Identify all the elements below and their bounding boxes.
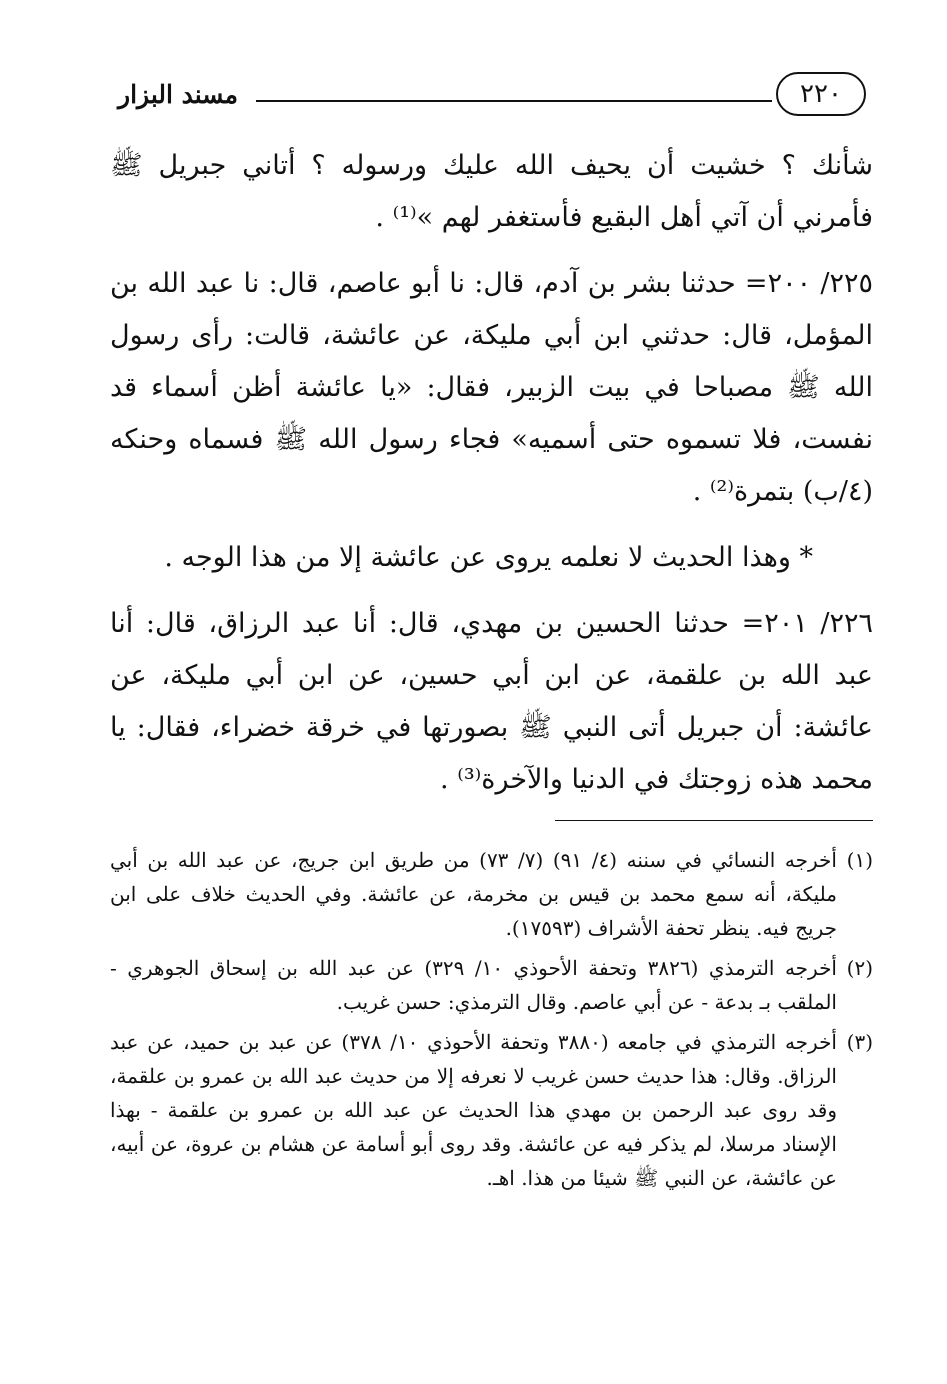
footnote-text: أخرجه الترمذي (٣٨٢٦ وتحفة الأحوذي ١٠/ ٣٢٩) عن عبد الله بن إسحاق الجوهري - الملقب بـ بدعة - عن أبي عاصم. وقال الترمذي: حسن غريب.: [110, 956, 837, 1014]
main-text: [110, 140, 873, 806]
hadith-226: ٢٢٦/ ٢٠١= حدثنا الحسين بن مهدي، قال: أنا عبد الرزاق، قال: أنا عبد الله بن علقمة، عن ابن أبي حسين، عن ابن أبي مليكة، عن عائشة: أن جبريل أتى النبي ﷺ بصورتها في خرقة خضراء، فقال: يا محمد هذه زوجتك في الدنيا والآخرة⁽³⁾ .: [110, 608, 873, 795]
page-number-badge: ٢٢٠: [776, 72, 866, 116]
footnote-number: (٢): [846, 956, 873, 980]
book-title: مسند البزار: [118, 80, 238, 109]
footnote-text: أخرجه الترمذي في جامعه (٣٨٨٠ وتحفة الأحوذي ١٠/ ٣٧٨) عن عبد بن حميد، عن عبد الرزاق. وقال: هذا حديث حسن غريب لا نعرفه إلا من حديث عبد الله بن عمرو بن علقمة، وقد روى عبد الرحمن بن مهدي هذا الحديث عن عبد الله بن عمرو بن علقمة - بهذا الإسناد مرسلا، لم يذكر فيه عن عائشة. وقد روى أبو أسامة عن هشام بن عروة، عن أبيه، عن عائشة، عن النبي ﷺ شيئا من هذا. اهـ.: [110, 1030, 837, 1190]
commentary-note: * وهذا الحديث لا نعلمه يروى عن عائشة إلا من هذا الوجه .: [164, 542, 813, 573]
page-header: [118, 68, 866, 124]
footnote-number: (٣): [846, 1030, 873, 1054]
header-rule: [256, 100, 772, 102]
footnote-1: [110, 843, 873, 945]
paragraph-continuation: شأنك ؟ خشيت أن يحيف الله عليك ورسوله ؟ أتاني جبريل ﷺ فأمرني أن آتي أهل البقيع فأستغفر لهم »⁽¹⁾ .: [110, 150, 873, 233]
footnote-2: [110, 951, 873, 1019]
footnote-number: (١): [846, 848, 873, 872]
footnotes: [110, 843, 873, 1201]
footnote-text: أخرجه النسائي في سننه (٤/ ٩١) (٧/ ٧٣) من طريق ابن جريج، عن عبد الله بن أبي مليكة، أنه سمع محمد بن قيس بن مخرمة، عن عائشة. وفي الحديث خلاف على ابن جريج فيه. ينظر تحفة الأشراف (١٧٥٩٣).: [110, 848, 837, 940]
footnote-3: [110, 1025, 873, 1195]
hadith-225: ٢٢٥/ ٢٠٠= حدثنا بشر بن آدم، قال: نا أبو عاصم، قال: نا عبد الله بن المؤمل، قال: حدثني ابن أبي مليكة، عن عائشة، قالت: رأى رسول الله ﷺ مصباحا في بيت الزبير، فقال: «يا عائشة أظن أسماء قد نفست، فلا تسموه حتى أسميه» فجاء رسول الله ﷺ فسماه وحنكه (٤/ب) بتمرة⁽²⁾ .: [110, 268, 873, 507]
footnote-separator: [555, 820, 873, 821]
